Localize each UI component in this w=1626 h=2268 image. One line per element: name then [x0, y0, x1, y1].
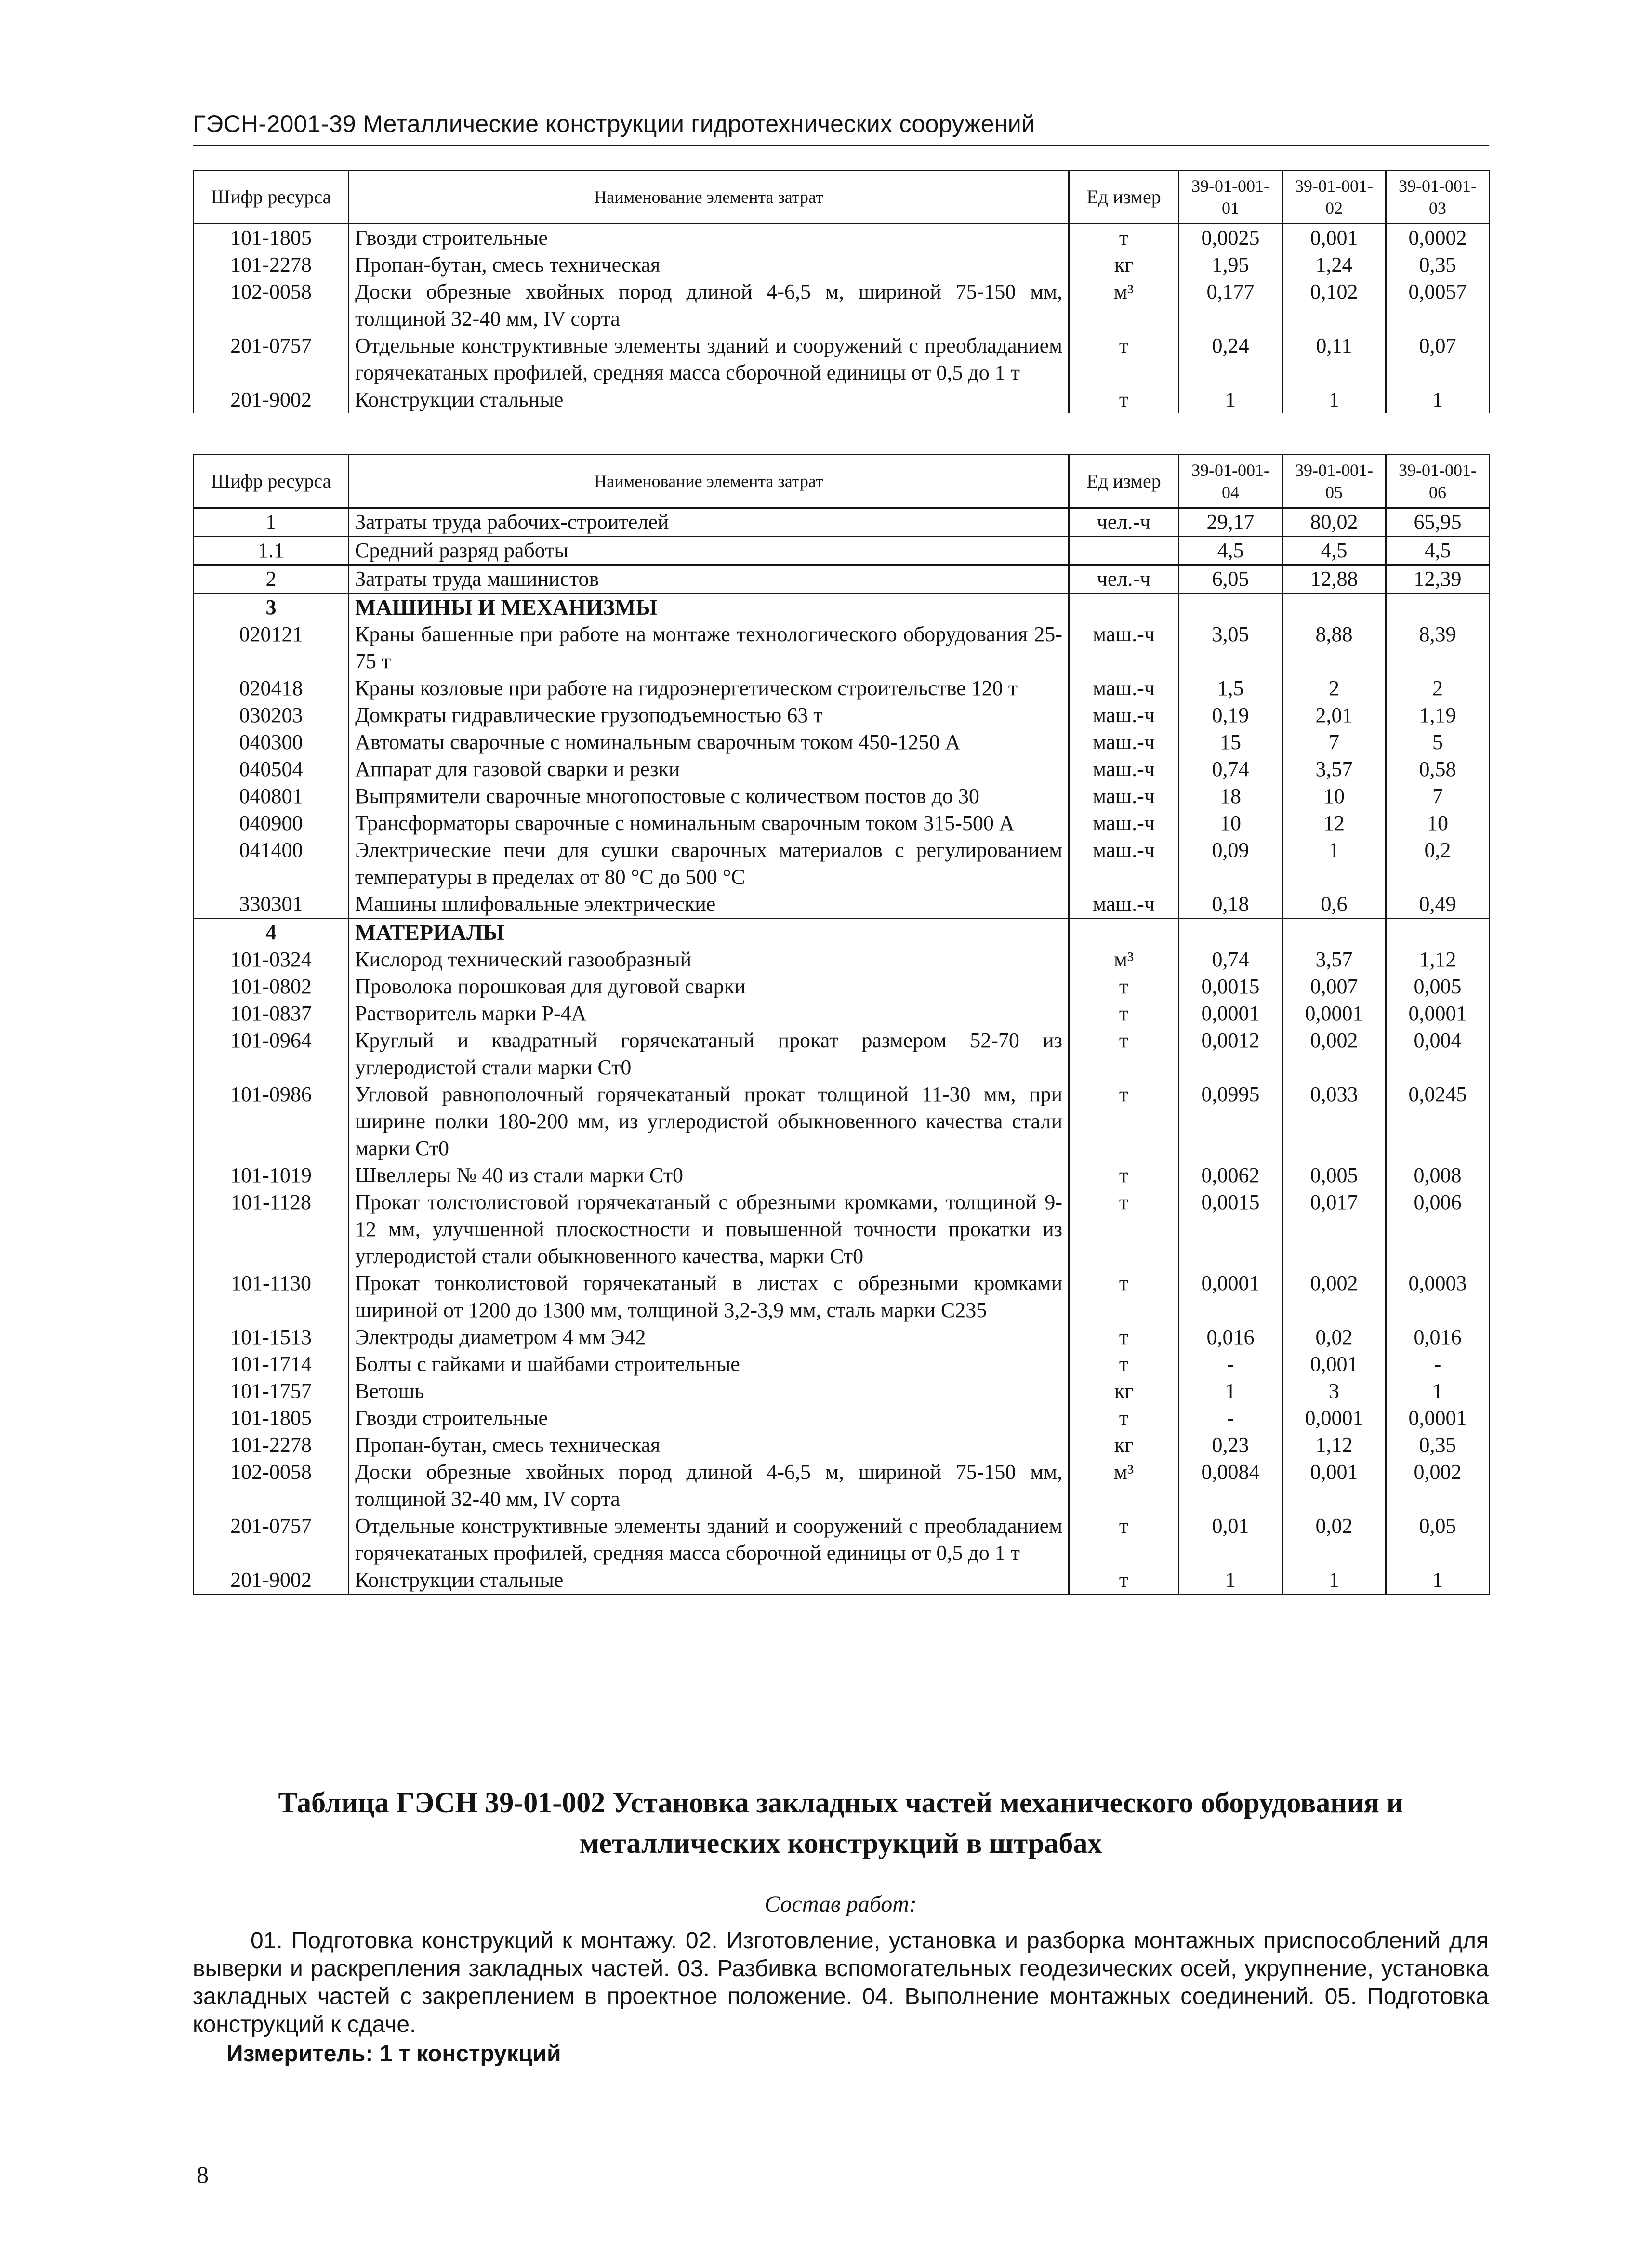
- resource-unit: т: [1069, 1081, 1179, 1162]
- table-row: [194, 1513, 1490, 1567]
- resource-code: 101-0802: [194, 973, 349, 1000]
- value-cell: 0,58: [1386, 756, 1490, 783]
- value-cell: 0,0001: [1386, 1000, 1490, 1027]
- value-cell: 0,23: [1179, 1432, 1282, 1459]
- table-row: [194, 675, 1490, 702]
- section-row: [194, 593, 1490, 621]
- table-row: [194, 251, 1490, 278]
- table-row: [194, 729, 1490, 756]
- value-cell: 4,5: [1282, 537, 1386, 565]
- value-cell: 1,19: [1386, 702, 1490, 729]
- value-cell: 0,35: [1386, 1432, 1490, 1459]
- value-cell: 0,007: [1282, 973, 1386, 1000]
- resource-name: Электрические печи для сушки сварочных материалов с регулированием температуры в пределах от 80 °С до 500 °С: [349, 837, 1069, 891]
- value-cell: 7: [1282, 729, 1386, 756]
- table-header-row: [194, 171, 1490, 224]
- value-cell: 3,57: [1282, 756, 1386, 783]
- table-row: [194, 1405, 1490, 1432]
- resource-name: Машины шлифовальные электрические: [349, 891, 1069, 919]
- value-cell: 0,02: [1282, 1513, 1386, 1567]
- value-cell: 3,57: [1282, 946, 1386, 973]
- table-row: [194, 1027, 1490, 1081]
- value-cell: 0,004: [1386, 1027, 1490, 1081]
- column-header-name: Наименование элемента затрат: [349, 171, 1069, 224]
- composition-label: Состав работ:: [765, 1891, 917, 1917]
- value-cell: 1: [1179, 1567, 1282, 1595]
- resource-unit: чел.-ч: [1069, 565, 1179, 593]
- value-cell: 12,39: [1386, 565, 1490, 593]
- resource-name: Средний разряд работы: [349, 537, 1069, 565]
- value-cell: 10: [1179, 810, 1282, 837]
- resource-name: Гвозди строительные: [349, 1405, 1069, 1432]
- resource-code: 040801: [194, 783, 349, 810]
- resource-name: Затраты труда рабочих-строителей: [349, 508, 1069, 537]
- resource-unit: чел.-ч: [1069, 508, 1179, 537]
- table-body-1: [194, 224, 1490, 414]
- resource-name: МАШИНЫ И МЕХАНИЗМЫ: [349, 593, 1069, 621]
- column-header-unit: Ед измер: [1069, 455, 1179, 508]
- column-header-v2: 39-01-001-02: [1282, 171, 1386, 224]
- value-cell: 0,177: [1179, 278, 1282, 332]
- table-row: [194, 1000, 1490, 1027]
- value-cell: 1: [1386, 386, 1490, 413]
- value-cell: 0,002: [1386, 1459, 1490, 1513]
- resource-code: 041400: [194, 837, 349, 891]
- measure-value: 1 т конструкций: [379, 2041, 561, 2067]
- table-row: [194, 1081, 1490, 1162]
- resource-code: 101-2278: [194, 1432, 349, 1459]
- value-cell: [1282, 593, 1386, 621]
- value-cell: 0,2: [1386, 837, 1490, 891]
- value-cell: 0,02: [1282, 1324, 1386, 1351]
- value-cell: 1,95: [1179, 251, 1282, 278]
- resource-name: Проволока порошковая для дуговой сварки: [349, 973, 1069, 1000]
- resource-name: Швеллеры № 40 из стали марки Ст0: [349, 1162, 1069, 1189]
- value-cell: 0,0001: [1282, 1000, 1386, 1027]
- resource-code: 1: [194, 508, 349, 537]
- value-cell: 0,006: [1386, 1189, 1490, 1270]
- resource-unit: т: [1069, 1189, 1179, 1270]
- value-cell: [1179, 919, 1282, 947]
- value-cell: 0,49: [1386, 891, 1490, 919]
- resource-unit: т: [1069, 1027, 1179, 1081]
- value-cell: 1,12: [1386, 946, 1490, 973]
- resource-unit: т: [1069, 1567, 1179, 1595]
- resource-unit: м³: [1069, 1459, 1179, 1513]
- value-cell: 5: [1386, 729, 1490, 756]
- table-row: [194, 1162, 1490, 1189]
- value-cell: 0,0012: [1179, 1027, 1282, 1081]
- table-row: [194, 508, 1490, 537]
- resource-unit: м³: [1069, 278, 1179, 332]
- value-cell: 0,016: [1179, 1324, 1282, 1351]
- value-cell: [1386, 593, 1490, 621]
- value-cell: 80,02: [1282, 508, 1386, 537]
- column-header-v3: 39-01-001-06: [1386, 455, 1490, 508]
- value-cell: 4,5: [1386, 537, 1490, 565]
- resource-name: Краны башенные при работе на монтаже технологического оборудования 25-75 т: [349, 621, 1069, 675]
- resource-code: 4: [194, 919, 349, 947]
- value-cell: 7: [1386, 783, 1490, 810]
- composition-text: 01. Подготовка конструкций к монтажу. 02. Изготовление, установка и разборка монтажных приспособлений для выверки и раскрепления закладных частей. 03. Разбивка вспомогательных геодезических осей, укрупнение, установка закладных частей с закреплением в проектное положение. 04. Выполнение монтажных соединений. 05. Подготовка конструкций к сдаче.: [193, 1928, 1489, 2037]
- column-header-code: Шифр ресурса: [194, 171, 349, 224]
- value-cell: -: [1179, 1405, 1282, 1432]
- value-cell: 0,005: [1386, 973, 1490, 1000]
- resource-name: Болты с гайками и шайбами строительные: [349, 1351, 1069, 1378]
- table-row: [194, 386, 1490, 413]
- value-cell: 15: [1179, 729, 1282, 756]
- value-cell: 0,07: [1386, 332, 1490, 386]
- resource-unit: маш.-ч: [1069, 675, 1179, 702]
- resource-name: Пропан-бутан, смесь техническая: [349, 251, 1069, 278]
- resource-unit: т: [1069, 1162, 1179, 1189]
- resource-name: Прокат толстолистовой горячекатаный с обрезными кромками, толщиной 9-12 мм, улучшенной плоскостности и повышенной точности прокатки из углеродистой стали обыкновенного качества, марки Ст0: [349, 1189, 1069, 1270]
- value-cell: 8,39: [1386, 621, 1490, 675]
- value-cell: 0,001: [1282, 224, 1386, 252]
- value-cell: 10: [1386, 810, 1490, 837]
- column-header-v3: 39-01-001-03: [1386, 171, 1490, 224]
- value-cell: [1386, 919, 1490, 947]
- table-row: [194, 621, 1490, 675]
- resource-name: Трансформаторы сварочные с номинальным сварочным током 315-500 А: [349, 810, 1069, 837]
- value-cell: 0,001: [1282, 1459, 1386, 1513]
- resource-code: 3: [194, 593, 349, 621]
- resource-table-2: [193, 454, 1490, 1595]
- resource-name: Аппарат для газовой сварки и резки: [349, 756, 1069, 783]
- resource-code: 101-2278: [194, 251, 349, 278]
- table-row: [194, 973, 1490, 1000]
- table-row: [194, 565, 1490, 593]
- table-row: [194, 332, 1490, 386]
- value-cell: 12: [1282, 810, 1386, 837]
- resource-unit: т: [1069, 973, 1179, 1000]
- value-cell: 10: [1282, 783, 1386, 810]
- value-cell: 1: [1179, 386, 1282, 413]
- resource-unit: маш.-ч: [1069, 621, 1179, 675]
- value-cell: 0,0001: [1179, 1000, 1282, 1027]
- value-cell: 0,19: [1179, 702, 1282, 729]
- resource-code: 201-9002: [194, 1567, 349, 1595]
- resource-unit: маш.-ч: [1069, 729, 1179, 756]
- value-cell: 65,95: [1386, 508, 1490, 537]
- value-cell: 3: [1282, 1378, 1386, 1405]
- value-cell: 0,0025: [1179, 224, 1282, 252]
- resource-unit: т: [1069, 1000, 1179, 1027]
- column-header-v1: 39-01-001-01: [1179, 171, 1282, 224]
- value-cell: 1,12: [1282, 1432, 1386, 1459]
- resource-unit: т: [1069, 1513, 1179, 1567]
- value-cell: 0,0001: [1282, 1405, 1386, 1432]
- resource-code: 101-1130: [194, 1270, 349, 1324]
- value-cell: 8,88: [1282, 621, 1386, 675]
- resource-unit: кг: [1069, 1432, 1179, 1459]
- table-row: [194, 756, 1490, 783]
- value-cell: 0,005: [1282, 1162, 1386, 1189]
- header-rule: [193, 145, 1489, 146]
- value-cell: 0,016: [1386, 1324, 1490, 1351]
- value-cell: 0,002: [1282, 1027, 1386, 1081]
- resource-name: Угловой равнополочный горячекатаный прокат толщиной 11-30 мм, при ширине полки 180-200 мм, из углеродистой обыкновенного качества стали марки Ст0: [349, 1081, 1069, 1162]
- table-body-2: [194, 508, 1490, 1595]
- value-cell: 0,0001: [1386, 1405, 1490, 1432]
- resource-unit: т: [1069, 386, 1179, 413]
- resource-code: 101-1128: [194, 1189, 349, 1270]
- resource-unit: кг: [1069, 1378, 1179, 1405]
- resource-unit: [1069, 919, 1179, 947]
- resource-name: Ветошь: [349, 1378, 1069, 1405]
- measure-line: [226, 2041, 561, 2067]
- value-cell: 0,002: [1282, 1270, 1386, 1324]
- resource-name: Отдельные конструктивные элементы зданий и сооружений с преобладанием горячекатаных профилей, средняя масса сборочной единицы от 0,5 до 1 т: [349, 332, 1069, 386]
- resource-unit: т: [1069, 1270, 1179, 1324]
- resource-code: 201-0757: [194, 1513, 349, 1567]
- resource-unit: т: [1069, 224, 1179, 252]
- value-cell: 1: [1386, 1567, 1490, 1595]
- resource-name: Конструкции стальные: [349, 386, 1069, 413]
- resource-code: 201-0757: [194, 332, 349, 386]
- resource-name: Доски обрезные хвойных пород длиной 4-6,5 м, шириной 75-150 мм, толщиной 32-40 мм, IV сорта: [349, 1459, 1069, 1513]
- value-cell: 1: [1282, 386, 1386, 413]
- resource-code: 101-0964: [194, 1027, 349, 1081]
- value-cell: 0,05: [1386, 1513, 1490, 1567]
- resource-code: 101-1019: [194, 1162, 349, 1189]
- resource-table-1: [193, 170, 1490, 413]
- value-cell: 18: [1179, 783, 1282, 810]
- table-row: [194, 891, 1490, 919]
- table-row: [194, 1459, 1490, 1513]
- table-row: [194, 224, 1490, 252]
- value-cell: 0,0015: [1179, 1189, 1282, 1270]
- table-row: [194, 1378, 1490, 1405]
- resource-code: 101-0324: [194, 946, 349, 973]
- value-cell: 1: [1386, 1378, 1490, 1405]
- resource-name: Отдельные конструктивные элементы зданий и сооружений с преобладанием горячекатаных профилей, средняя масса сборочной единицы от 0,5 до 1 т: [349, 1513, 1069, 1567]
- value-cell: 0,017: [1282, 1189, 1386, 1270]
- value-cell: 1: [1282, 837, 1386, 891]
- resource-unit: т: [1069, 1405, 1179, 1432]
- value-cell: 0,24: [1179, 332, 1282, 386]
- value-cell: 12,88: [1282, 565, 1386, 593]
- value-cell: 6,05: [1179, 565, 1282, 593]
- value-cell: 0,0062: [1179, 1162, 1282, 1189]
- table-row: [194, 1324, 1490, 1351]
- resource-code: 101-0986: [194, 1081, 349, 1162]
- table-row: [194, 1567, 1490, 1595]
- resource-code: 020121: [194, 621, 349, 675]
- resource-name: Пропан-бутан, смесь техническая: [349, 1432, 1069, 1459]
- resource-code: 330301: [194, 891, 349, 919]
- value-cell: 1,24: [1282, 251, 1386, 278]
- value-cell: 0,033: [1282, 1081, 1386, 1162]
- running-header: ГЭСН-2001-39 Металлические конструкции гидротехнических сооружений: [193, 110, 1035, 137]
- value-cell: 1: [1282, 1567, 1386, 1595]
- table-header-row: [194, 455, 1490, 508]
- resource-code: 101-1714: [194, 1351, 349, 1378]
- table-row: [194, 837, 1490, 891]
- value-cell: 3,05: [1179, 621, 1282, 675]
- value-cell: 0,102: [1282, 278, 1386, 332]
- value-cell: 0,0084: [1179, 1459, 1282, 1513]
- value-cell: 0,0057: [1386, 278, 1490, 332]
- value-cell: 0,74: [1179, 756, 1282, 783]
- value-cell: 2,01: [1282, 702, 1386, 729]
- resource-code: 040300: [194, 729, 349, 756]
- resource-name: Круглый и квадратный горячекатаный прокат размером 52-70 из углеродистой стали марки Ст0: [349, 1027, 1069, 1081]
- resource-name: Прокат тонколистовой горячекатаный в листах с обрезными кромками шириной от 1200 до 1300 мм, толщиной 3,2-3,9 мм, сталь марки С235: [349, 1270, 1069, 1324]
- table-row: [194, 1432, 1490, 1459]
- measure-label: Измеритель:: [226, 2041, 373, 2067]
- table-row: [194, 1189, 1490, 1270]
- table-row: [194, 1351, 1490, 1378]
- resource-unit: [1069, 593, 1179, 621]
- resource-name: МАТЕРИАЛЫ: [349, 919, 1069, 947]
- value-cell: 0,35: [1386, 251, 1490, 278]
- page-number: 8: [197, 2161, 209, 2188]
- resource-code: 030203: [194, 702, 349, 729]
- resource-code: 2: [194, 565, 349, 593]
- value-cell: 0,0003: [1386, 1270, 1490, 1324]
- value-cell: 0,01: [1179, 1513, 1282, 1567]
- resource-unit: маш.-ч: [1069, 891, 1179, 919]
- table-row: [194, 537, 1490, 565]
- resource-unit: м³: [1069, 946, 1179, 973]
- resource-name: Домкраты гидравлические грузоподъемностью 63 т: [349, 702, 1069, 729]
- resource-code: 101-1805: [194, 1405, 349, 1432]
- value-cell: 0,0995: [1179, 1081, 1282, 1162]
- table-row: [194, 278, 1490, 332]
- table-row: [194, 783, 1490, 810]
- value-cell: 0,09: [1179, 837, 1282, 891]
- column-header-code: Шифр ресурса: [194, 455, 349, 508]
- value-cell: 0,74: [1179, 946, 1282, 973]
- resource-name: Электроды диаметром 4 мм Э42: [349, 1324, 1069, 1351]
- value-cell: 2: [1282, 675, 1386, 702]
- resource-unit: маш.-ч: [1069, 810, 1179, 837]
- resource-unit: т: [1069, 1324, 1179, 1351]
- resource-unit: маш.-ч: [1069, 783, 1179, 810]
- resource-name: Затраты труда машинистов: [349, 565, 1069, 593]
- column-header-v1: 39-01-001-04: [1179, 455, 1282, 508]
- resource-unit: т: [1069, 1351, 1179, 1378]
- resource-unit: кг: [1069, 251, 1179, 278]
- table-row: [194, 1270, 1490, 1324]
- value-cell: 0,11: [1282, 332, 1386, 386]
- value-cell: 1,5: [1179, 675, 1282, 702]
- value-cell: 0,0002: [1386, 224, 1490, 252]
- value-cell: 0,008: [1386, 1162, 1490, 1189]
- table-row: [194, 702, 1490, 729]
- value-cell: 1: [1179, 1378, 1282, 1405]
- value-cell: 0,0015: [1179, 973, 1282, 1000]
- table-row: [194, 810, 1490, 837]
- resource-unit: [1069, 537, 1179, 565]
- value-cell: 0,0001: [1179, 1270, 1282, 1324]
- resource-name: Кислород технический газообразный: [349, 946, 1069, 973]
- value-cell: 4,5: [1179, 537, 1282, 565]
- resource-code: 101-1513: [194, 1324, 349, 1351]
- value-cell: 0,18: [1179, 891, 1282, 919]
- value-cell: 0,6: [1282, 891, 1386, 919]
- resource-name: Растворитель марки Р-4А: [349, 1000, 1069, 1027]
- value-cell: [1179, 593, 1282, 621]
- resource-code: 101-1757: [194, 1378, 349, 1405]
- resource-code: 102-0058: [194, 1459, 349, 1513]
- resource-name: Выпрямители сварочные многопостовые с количеством постов до 30: [349, 783, 1069, 810]
- value-cell: [1282, 919, 1386, 947]
- section-title: Таблица ГЭСН 39-01-002 Установка закладных частей механического оборудования и металлических конструкций в штрабах: [278, 1787, 1403, 1859]
- value-cell: -: [1179, 1351, 1282, 1378]
- resource-code: 102-0058: [194, 278, 349, 332]
- resource-code: 101-1805: [194, 224, 349, 252]
- resource-unit: т: [1069, 332, 1179, 386]
- column-header-v2: 39-01-001-05: [1282, 455, 1386, 508]
- table-row: [194, 946, 1490, 973]
- resource-name: Гвозди строительные: [349, 224, 1069, 252]
- resource-code: 201-9002: [194, 386, 349, 413]
- resource-name: Краны козловые при работе на гидроэнергетическом строительстве 120 т: [349, 675, 1069, 702]
- resource-name: Автоматы сварочные с номинальным сварочным током 450-1250 А: [349, 729, 1069, 756]
- resource-code: 020418: [194, 675, 349, 702]
- column-header-unit: Ед измер: [1069, 171, 1179, 224]
- value-cell: 0,001: [1282, 1351, 1386, 1378]
- value-cell: 2: [1386, 675, 1490, 702]
- resource-code: 1.1: [194, 537, 349, 565]
- resource-code: 040504: [194, 756, 349, 783]
- resource-unit: маш.-ч: [1069, 702, 1179, 729]
- resource-unit: маш.-ч: [1069, 837, 1179, 891]
- resource-name: Конструкции стальные: [349, 1567, 1069, 1595]
- section-row: [194, 919, 1490, 947]
- resource-unit: маш.-ч: [1069, 756, 1179, 783]
- resource-code: 101-0837: [194, 1000, 349, 1027]
- value-cell: 29,17: [1179, 508, 1282, 537]
- value-cell: -: [1386, 1351, 1490, 1378]
- resource-name: Доски обрезные хвойных пород длиной 4-6,5 м, шириной 75-150 мм, толщиной 32-40 мм, IV сорта: [349, 278, 1069, 332]
- value-cell: 0,0245: [1386, 1081, 1490, 1162]
- resource-code: 040900: [194, 810, 349, 837]
- column-header-name: Наименование элемента затрат: [349, 455, 1069, 508]
